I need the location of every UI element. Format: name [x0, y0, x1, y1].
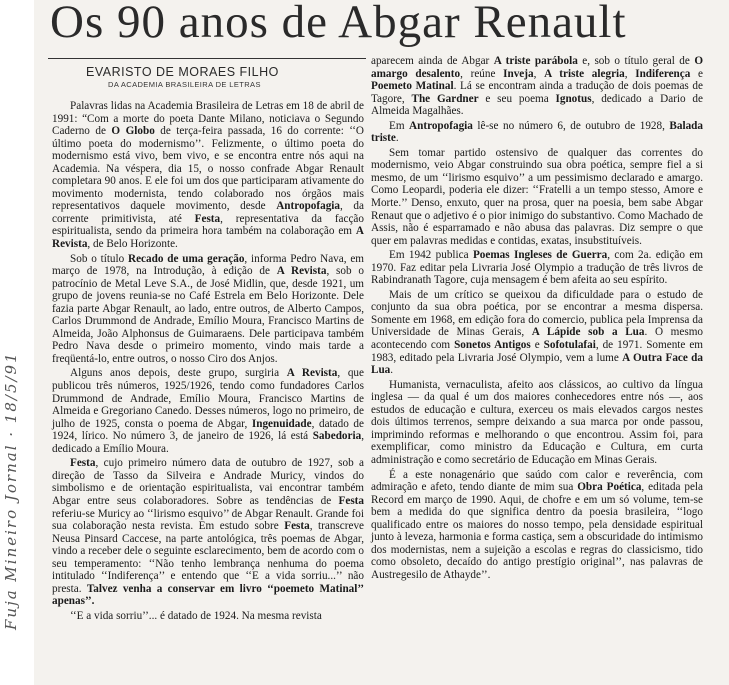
text-run: , representativa da facção espiritualista, sendo da primeira hora também na colaboração em [52, 212, 364, 238]
bold-title-run: Sonetos Antigos [454, 339, 531, 352]
bold-title-run: The Gardner [411, 92, 479, 105]
text-run: , cujo primeiro número data de outubro de 1927, sob a direção de Tasso da Silveira e Andrade Muricy, vindos do simbolismo e de orientação espiritualista, vai encontrar também Abgar entre seus colaboradores. Sobre as tendências de [52, 457, 364, 507]
bold-title-run: Inveja [503, 67, 534, 80]
bold-title-run: Balada triste [371, 119, 703, 145]
text-run: e [690, 67, 704, 80]
text-run: e [530, 339, 544, 352]
text-run: ‘‘E a vida sorriu’’... é datado de 1924. Na mesma revista [70, 609, 322, 622]
bold-title-run: Poemeto Matinal [371, 80, 454, 93]
bold-title-run: A Lápide sob a Lua [531, 326, 645, 339]
paragraph [52, 457, 364, 608]
text-run: Em 1942 publica [389, 249, 473, 262]
bold-title-run: A triste alegria [544, 67, 625, 80]
text-run: Sob o título [70, 252, 129, 265]
text-run: , transcreve Neusa Pinsard Caccese, na parte antológica, três poemas de Abgar, vindo a receber dele o seguinte esclarecimento, bem de acordo com o seu temperamento: ‘‘Não tenho lembrança nenhuma do poema intitulado ‘‘Indiferença’’ e entendo que ‘‘E a vida sorriu...’’ não presta. [52, 520, 365, 595]
text-run: , dedicado a Emílio Moura. [52, 430, 364, 455]
paragraph [52, 100, 364, 251]
text-run: , de 1971. Somente em 1983, editado pela Livraria José Olympio, vem a lume [371, 339, 703, 364]
bold-title-run: A Revista [52, 225, 364, 251]
byline-rule [48, 58, 366, 59]
text-run: . O mesmo acontecendo com [371, 326, 704, 352]
bold-title-run: A Outra Face da Lua [371, 351, 703, 377]
text-run: , que publicou três números, 1925/1926, tendo como fundadores Carlos Drummond de Andrade, Emílio Moura, Francisco Martins de Almeida e Gregoriano Canedo. Desses números, logo no primeiro, de julho de 1925, consta o poema de Abgar, [52, 367, 364, 430]
bold-title-run: A triste parábola [493, 55, 578, 67]
bold-title-run: A Revista [286, 367, 338, 380]
author-name: EVARISTO DE MORAES FILHO [86, 65, 279, 79]
bold-title-run: Talvez venha a conservar em livro ‘‘poemeto Matinal’’ apenas’’. [52, 582, 364, 608]
bold-title-run: O Globo [111, 125, 155, 138]
bold-title-run: Ignotus [555, 92, 592, 105]
text-run: de terça-feira passada, 16 do corrente: ‘‘O último poeta do modernismo’’. Felizmente, o último poeta do modernismo está vivo, bem vivo, e se encontra entre nós aqui na Academia. Na véspera, dia 15, o nosso confrade Abgar Renault completara 90 anos. E ele foi um dos que participaram ativamente do movimento modernista, tendo colaborado nos órgãos mais representativos daquele movimento, desde [52, 125, 364, 213]
paragraph [371, 249, 703, 287]
text-run: “Com a morte do poeta Dante Milano, noticiava o Segundo Caderno de [52, 112, 365, 138]
byline [48, 58, 366, 89]
bold-title-run: O amargo desalento [371, 55, 704, 80]
author-affiliation: DA ACADEMIA BRASILEIRA DE LETRAS [108, 80, 261, 89]
text-run: Humanista, vernaculista, afeito aos clássicos, ao cultivo da língua inglesa — da qual é um dos maiores conhecedores entre nós —, aos estudos de educação e cultura, exerceu os mais elevados cargos nestes dois últimos terrenos, sempre deixando a sua marca por onde passou, imprimindo reformas e melhorando o que encontrou. Assim foi, para exemplificar, como ministro da Educação e Cultura, em curta administração e como secretário de Educação em Minas Gerais. [371, 378, 703, 466]
bold-title-run: Festa [284, 520, 310, 533]
paragraph [52, 367, 364, 455]
text-run: É a este nonagenário que saúdo com calor e reverência, com admiração e afeto, tendo diante de mim sua [371, 468, 703, 494]
bold-title-run: A Revista [276, 265, 327, 278]
bold-title-run: Festa [194, 212, 221, 225]
bold-title-run: Indiferença [635, 67, 691, 80]
paragraph [371, 289, 703, 377]
text-run: e, sob o título geral de [577, 55, 695, 67]
bold-title-run: Sabedoria [312, 430, 362, 443]
text-run: , [624, 67, 636, 80]
bold-title-run: Antropofagia [409, 119, 473, 132]
text-run: aparecem ainda de Abgar [371, 55, 494, 67]
paragraph [52, 253, 364, 366]
text-run: Sem tomar partido ostensivo de qualquer das correntes do modernismo, veio Abgar construindo sua obra poética, sempre fiel a si mesmo, de um ‘‘lirismo esquivo’’ a um pessimismo declarado e amargo. Como Leopardi, poderia ele dizer: ‘‘Fratelli a un tempo stesso, Amore e Morte.’’ Denso, enxuto, quer na prosa, quer na poesia, bem sabe Abgar Renaut que o adjetivo é o pior inimigo do substantivo. Como Machado de Assis, não é esparramado e não abusa das palavras. Diz sempre o que quer em palavras medidas e contidas, exatas, insubstituíveis. [371, 146, 703, 247]
bold-title-run: Ingenuidade [251, 417, 312, 430]
text-run: , datado de 1924, lírico. No número 3, de janeiro de 1926, lá está [52, 417, 364, 443]
text-run: referiu-se Muricy ao ‘‘lirismo esquivo’’ de Abgar Renault. Grande foi sua colaboração nesta revista. Em estudo sobre [52, 507, 364, 533]
paragraph [371, 147, 703, 247]
paragraph [371, 55, 703, 118]
text-run: , dedicado a Dario de Almeida Magalhães. [371, 92, 703, 118]
bold-title-run: Poemas Ingleses de Guerra [472, 249, 608, 262]
text-run: . [390, 364, 394, 377]
article-column-left [52, 100, 364, 624]
text-run: Mais de um crítico se queixou da dificuldade para o estudo de conjunto da sua obra poética, por se encontrar a mesma dispersa. Somente em 1968, em edição fora do comercio, publica pela Imprensa da Universidade de Minas Gerais, [371, 288, 703, 339]
text-run: , reúne [460, 67, 504, 80]
bold-title-run: Antropofagia [276, 200, 341, 213]
article-column-right [371, 55, 703, 583]
bold-title-run: Recado de uma geração [128, 252, 245, 265]
text-run: , informa Pedro Nava, em março de 1978, na Introdução, à edição de [52, 252, 364, 278]
text-run: , de Belo Horizonte. [87, 238, 178, 251]
text-run: Alguns anos depois, deste grupo, surgiria [70, 367, 287, 380]
text-run: . Lá se encontram ainda a tradução de dois poemas de Tagore, [371, 80, 703, 105]
text-run: , editada pela Record em março de 1990. Aqui, de chofre e em um só volume, tem-se bem a medida do que significa dentro da poesia brasileira, ‘‘logo qualificado entre os maiores do nosso tempo, pela densidade espiritual junto à leveza, harmonia e forma castiça, sem a obscuridade do intimismo dos modernistas, nem a sujeição a escolas e regras do classicismo, tido como obsoleto, decaído do antigo prestígio original’’, nas palavras de Austregesilo de Athayde’’. [371, 481, 703, 581]
text-run: . [395, 132, 399, 145]
text-run: Em [389, 119, 410, 132]
bold-title-run: Sofotulafai [543, 339, 596, 352]
text-run: , com 2a. edição em 1970. Faz editar pela Livraria José Olympio a tradução de três livros de Rabindranath Tagore, cuja mensagem é bem afeita ao seu espírito. [371, 249, 703, 287]
text-run: lê-se no número 6, de outubro de 1928, [472, 119, 670, 132]
text-run: , sob o patrocínio de Metal Leve S.A., de José Midlin, que, desde 1921, um grupo de jovens reunia-se no Café Estrela em Belo Horizonte. Dele fazia parte Abgar Renault, ao lado, entre outros, de Alberto Campos, Carlos Drummond de Andrade, Emílio Moura, Francisco Martins de Almeida, João Alphonsus de Guimaraens. Dele participava também Pedro Nava desde o primeiro momento, vindo mais tarde a freqüentá-lo, entre outros, o nosso Ciro dos Anjos. [52, 265, 364, 365]
paragraph [371, 379, 703, 467]
article-title: Os 90 anos de Abgar Renault [50, 0, 627, 48]
paragraph [52, 610, 364, 623]
bold-title-run: Obra Poética [577, 481, 642, 494]
paragraph [371, 469, 703, 582]
text-run: Palavras lidas na Academia Brasileira de Letras em 18 de abril de 1991: [52, 100, 364, 125]
text-run: , da corrente primitivista, até [52, 200, 364, 225]
paragraph [371, 120, 703, 145]
handwritten-margin-note: Fuja Mineiro Jornal · 18/5/91 [2, 351, 20, 630]
text-run: e seu poema [478, 92, 556, 105]
bold-title-run: Festa [70, 457, 96, 470]
text-run: , [533, 67, 545, 80]
bold-title-run: Festa [338, 494, 364, 507]
